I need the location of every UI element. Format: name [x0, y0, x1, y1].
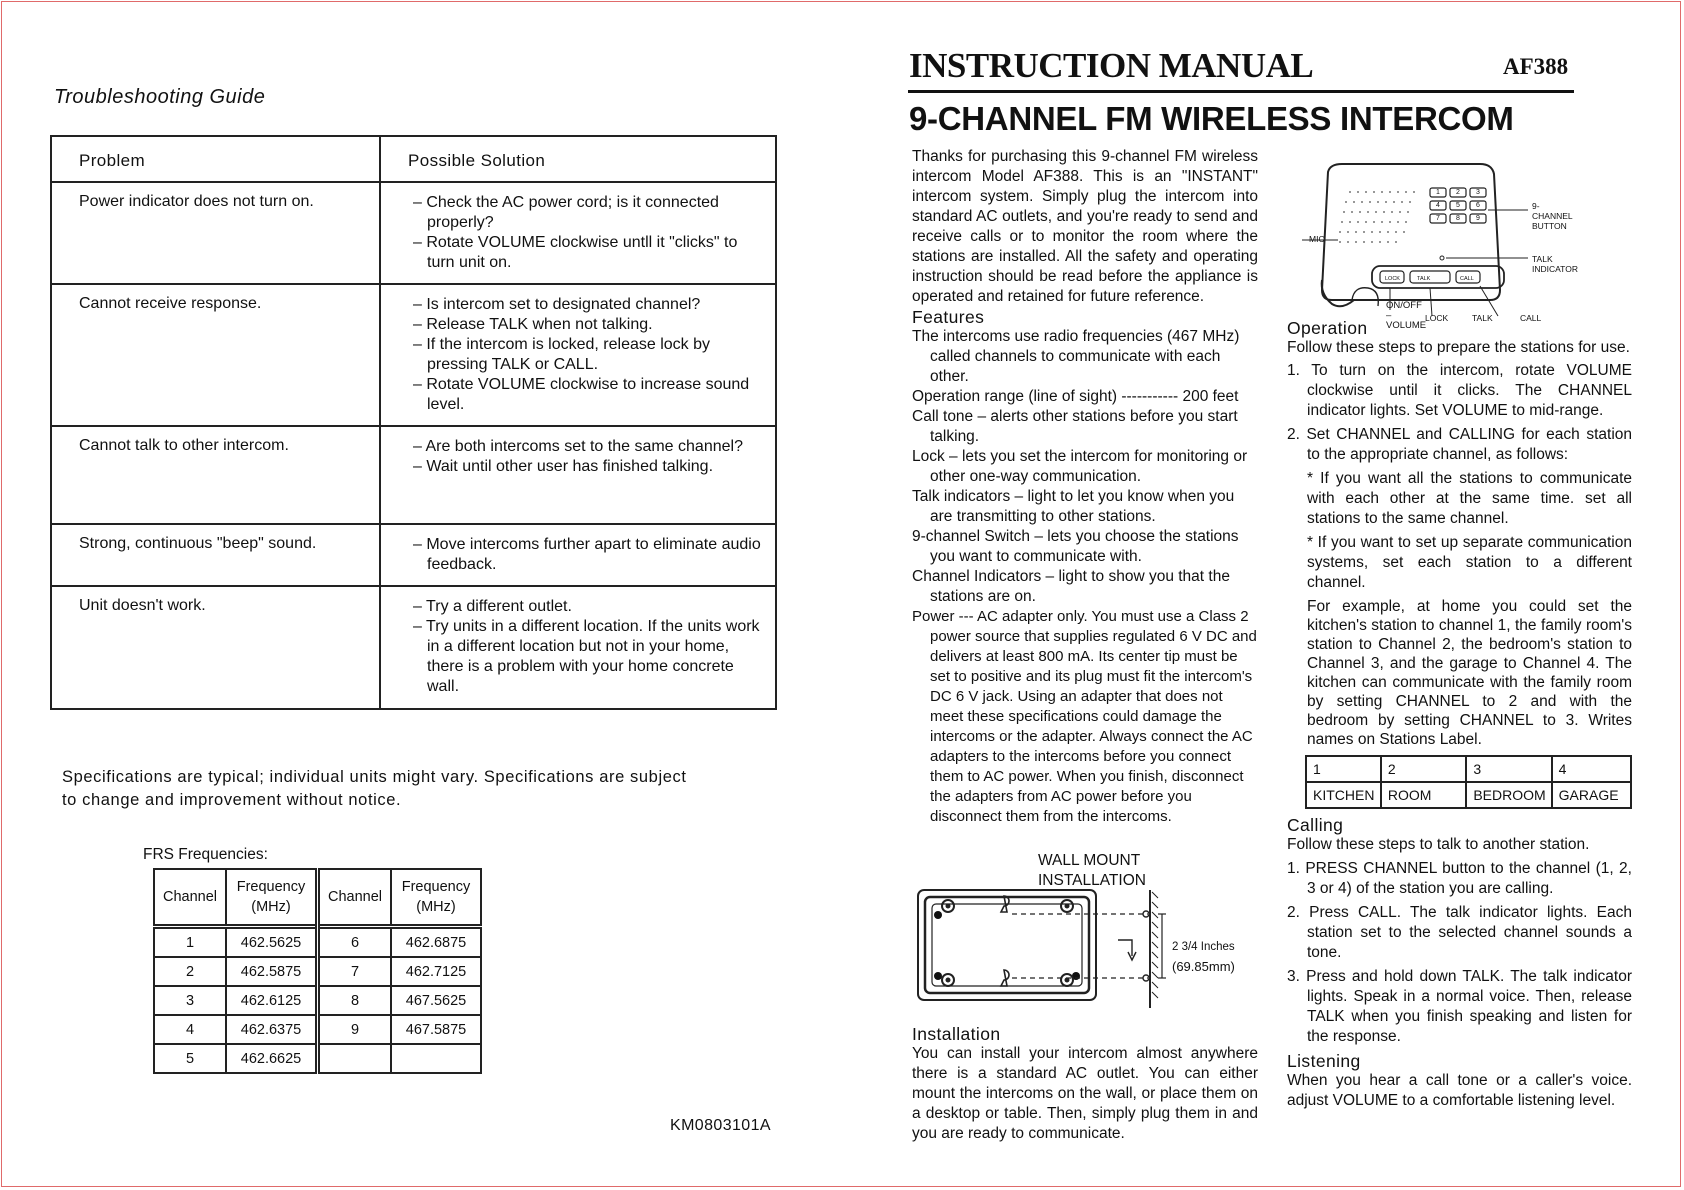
- operation-example: For example, at home you could set the kitchen's station to channel 1, the family room's station to Channel 2, the bedroom's station to Channel 3, and the garage to Channel 4. The kitchen can communicate with the family room by setting CHANNEL to 2 and with the bedroom by setting CHANNEL to 3. Writes names on Stations Label.: [1307, 598, 1632, 748]
- key-label: 7: [1436, 215, 1440, 222]
- feature-item: Lock – lets you set the intercom for monitoring or other one-way communication.: [912, 448, 1248, 485]
- frs-header-frequency: Frequency (MHz): [226, 869, 318, 927]
- frs-cell: 467.5625: [391, 986, 481, 1015]
- operation-note: * If you want to set up separate communication systems, set each station to a different channel.: [1307, 534, 1632, 591]
- troubleshooting-title: Troubleshooting Guide: [54, 86, 266, 108]
- calling-step: 1. PRESS CHANNEL button to the channel (1, 2, 3 or 4) of the station you are calling.: [1287, 860, 1632, 897]
- operation-step: 2. Set CHANNEL and CALLING for each station to the appropriate channel, as follows:: [1287, 426, 1632, 463]
- solution-cell: [380, 426, 776, 524]
- key-label: 8: [1456, 215, 1460, 222]
- left-column: [912, 147, 1258, 827]
- label-number-row: [1306, 756, 1631, 782]
- label-name-row: [1306, 782, 1631, 808]
- key-label: 3: [1476, 189, 1480, 196]
- frs-header-frequency: Frequency (MHz): [391, 869, 481, 927]
- talk-button-label: TALK: [1417, 276, 1431, 282]
- solution-cell: [380, 586, 776, 709]
- page-title: 9-CHANNEL FM WIRELESS INTERCOM: [909, 100, 1514, 137]
- listening-text: When you hear a call tone or a caller's voice. adjust VOLUME to a comfortable listening level.: [1287, 1072, 1632, 1109]
- manual-header: INSTRUCTION MANUAL: [909, 46, 1314, 85]
- onoff-volume-label: ON/OFF – VOLUME: [1386, 300, 1427, 331]
- frs-row: [154, 1044, 481, 1073]
- frs-cell: 8: [318, 986, 392, 1015]
- frs-row: [154, 1015, 481, 1044]
- solution-item: – Check the AC power cord; is it connected properly?: [413, 194, 719, 231]
- listening-heading: Listening: [1287, 1051, 1361, 1071]
- label-cell: 1: [1306, 756, 1381, 782]
- troubleshooting-table: [50, 135, 777, 710]
- solution-cell: [380, 284, 776, 426]
- spec-line: Specifications are typical; individual units might vary. Specifications are subject: [62, 768, 687, 786]
- frs-row: [154, 957, 481, 986]
- feature-item: Channel Indicators – light to show you that the stations are on.: [912, 568, 1230, 605]
- frs-header-row: [154, 869, 481, 927]
- lock-label: LOCK: [1425, 313, 1449, 323]
- spec-line: to change and improvement without notice.: [62, 791, 402, 809]
- installation-heading: Installation: [912, 1024, 1001, 1044]
- header-rule: [908, 90, 1574, 93]
- frs-cell: 462.5875: [226, 957, 318, 986]
- installation-block: [912, 1024, 1258, 1144]
- dimension-label: 2 3/4 Inches (69.85mm): [1172, 941, 1235, 974]
- problem-cell: Unit doesn't work.: [51, 586, 380, 709]
- frs-header-channel: Channel: [154, 869, 226, 927]
- solution-item: – Try units in a different location. If the units work in a different location but not in your home, there is a problem with your home concrete wall.: [413, 618, 760, 695]
- label-cell: 2: [1381, 756, 1466, 782]
- key-label: 1: [1436, 189, 1440, 196]
- solution-item: – Are both intercoms set to the same channel?: [413, 438, 743, 455]
- key-label: 6: [1476, 202, 1480, 209]
- frs-cell: 462.5625: [226, 927, 318, 958]
- call-label: CALL: [1520, 313, 1542, 323]
- solution-cell: [380, 524, 776, 586]
- mic-label: MIC: [1309, 234, 1325, 244]
- stations-label-table: [1305, 755, 1632, 809]
- model-number: AF388: [1503, 54, 1569, 79]
- solution-item: – If the intercom is locked, release lock by pressing TALK or CALL.: [413, 336, 711, 373]
- problem-cell: Cannot talk to other intercom.: [51, 426, 380, 524]
- intro-paragraph: Thanks for purchasing this 9-channel FM wireless intercom Model AF388. This is an "INSTANT" intercom system. Simply plug the intercom into standard AC outlets, and you're ready to send and receive calls or to monitor the room where the stations are installed. All the safety and operating instruction should be read before the appliance is operated and retained for future reference.: [912, 148, 1258, 305]
- frs-row: [154, 927, 481, 958]
- solution-item: – Wait until other user has finished talking.: [413, 458, 714, 475]
- right-page: [842, 0, 1684, 1190]
- frs-cell: 7: [318, 957, 392, 986]
- frs-cell: 462.6625: [226, 1044, 318, 1073]
- calling-intro: Follow these steps to talk to another station.: [1287, 836, 1590, 853]
- problem-cell: Power indicator does not turn on.: [51, 182, 380, 284]
- frs-cell: 467.5875: [391, 1015, 481, 1044]
- problem-cell: Cannot receive response.: [51, 284, 380, 426]
- frs-cell: 5: [154, 1044, 226, 1073]
- wall-mount-diagram: [912, 884, 1212, 1012]
- channel-button-label: 9-CHANNEL BUTTON: [1532, 201, 1573, 231]
- key-label: 5: [1456, 202, 1460, 209]
- call-button-label: CALL: [1460, 276, 1474, 282]
- header-problem: Problem: [51, 136, 380, 182]
- header-solution: Possible Solution: [380, 136, 776, 182]
- table-row: [51, 586, 776, 709]
- frs-cell: 462.6875: [391, 927, 481, 958]
- wall-mount-title: WALL MOUNT INSTALLATION: [1038, 852, 1146, 889]
- talk-label: TALK: [1472, 313, 1493, 323]
- specifications-note: [62, 766, 687, 812]
- installation-text: You can install your intercom almost anywhere there is a standard AC outlet. You can either mount the intercoms on the wall, or place them on a desktop or table. Then, simply plug them in and you are ready to communicate.: [912, 1045, 1258, 1142]
- frs-cell: 462.6375: [226, 1015, 318, 1044]
- label-cell: BEDROOM: [1466, 782, 1551, 808]
- solution-item: – Is intercom set to designated channel?: [413, 296, 701, 313]
- operation-intro: Follow these steps to prepare the stations for use.: [1287, 339, 1630, 356]
- feature-item: Talk indicators – light to let you know when you are transmitting to other stations.: [912, 488, 1235, 525]
- lock-button-label: LOCK: [1385, 276, 1400, 282]
- frs-title: FRS Frequencies:: [143, 846, 268, 863]
- features-heading: Features: [912, 307, 985, 327]
- talk-indicator-label: TALK INDICATOR: [1532, 254, 1578, 274]
- frs-cell: 2: [154, 957, 226, 986]
- label-cell: 3: [1466, 756, 1551, 782]
- feature-item: 9-channel Switch – lets you choose the stations you want to communicate with.: [912, 528, 1239, 565]
- solution-item: – Move intercoms further apart to eliminate audio feedback.: [413, 536, 761, 573]
- frs-cell: [318, 1044, 392, 1073]
- label-cell: 4: [1552, 756, 1631, 782]
- key-label: 9: [1476, 215, 1480, 222]
- label-cell: ROOM: [1381, 782, 1466, 808]
- label-cell: GARAGE: [1552, 782, 1631, 808]
- frs-cell: 9: [318, 1015, 392, 1044]
- frs-cell: 3: [154, 986, 226, 1015]
- problem-cell: Strong, continuous "beep" sound.: [51, 524, 380, 586]
- label-cell: KITCHEN: [1306, 782, 1381, 808]
- frs-cell: [391, 1044, 481, 1073]
- table-row: [51, 524, 776, 586]
- feature-item: Power --- AC adapter only. You must use a Class 2 power source that supplies regulated 6 V DC and delivers at least 800 mA. Its center tip must be set to positive and its plug must fit the intercom's DC 6 V jack. Using an adapter that does not meet these specifications could damage the intercoms or the adapter. Always connect the AC adapters to the intercoms before you connect them to AC power. When you finish, disconnect the adapters from AC power before you disconnect them from the intercoms.: [912, 608, 1257, 825]
- operation-heading: Operation: [1287, 318, 1368, 338]
- frs-cell: 6: [318, 927, 392, 958]
- solution-item: – Rotate VOLUME clockwise untll it "clicks" to turn unit on.: [413, 234, 738, 271]
- frs-table: [153, 868, 482, 1074]
- calling-step: 3. Press and hold down TALK. The talk indicator lights. Speak in a normal voice. Then, release TALK when you finish speaking and listen for the response.: [1287, 968, 1632, 1045]
- frs-cell: 462.6125: [226, 986, 318, 1015]
- table-row: [51, 182, 776, 284]
- frs-header-channel: Channel: [318, 869, 392, 927]
- solution-cell: [380, 182, 776, 284]
- solution-item: – Try a different outlet.: [413, 598, 572, 615]
- calling-step: 2. Press CALL. The talk indicator lights. Each station set to the selected channel sounds a tone.: [1287, 904, 1632, 961]
- key-label: 4: [1436, 202, 1440, 209]
- frs-row: [154, 986, 481, 1015]
- frs-cell: 1: [154, 927, 226, 958]
- feature-item: Operation range (line of sight) ----------- 200 feet: [912, 388, 1239, 405]
- table-row: [51, 426, 776, 524]
- table-header-row: [51, 136, 776, 182]
- feature-item: Call tone – alerts other stations before you start talking.: [912, 408, 1238, 445]
- feature-item: The intercoms use radio frequencies (467 MHz) called channels to communicate with each other.: [912, 328, 1240, 385]
- frs-cell: 4: [154, 1015, 226, 1044]
- calling-heading: Calling: [1287, 815, 1344, 835]
- frs-cell: 462.7125: [391, 957, 481, 986]
- table-row: [51, 284, 776, 426]
- solution-item: – Release TALK when not talking.: [413, 316, 653, 333]
- right-column: [1287, 318, 1632, 1111]
- operation-step: 1. To turn on the intercom, rotate VOLUME clockwise until it clicks. The CHANNEL indicator lights. Set VOLUME to mid-range.: [1287, 362, 1632, 419]
- solution-item: – Rotate VOLUME clockwise to increase sound level.: [413, 376, 750, 413]
- key-label: 2: [1456, 189, 1460, 196]
- document-code: KM0803101A: [670, 1117, 771, 1134]
- operation-note: * If you want all the stations to communicate with each other at the same time. set all stations to the same channel.: [1307, 470, 1632, 527]
